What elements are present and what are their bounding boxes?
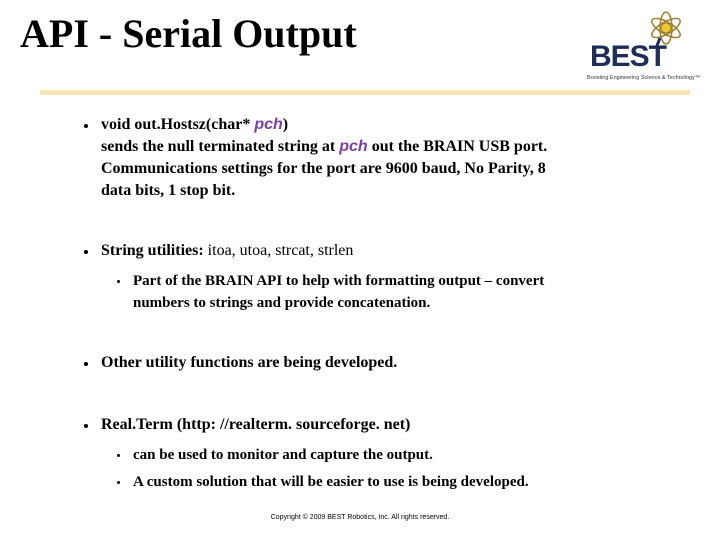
logo-tagline: Boosting Engineering Science & Technology™ xyxy=(587,75,701,81)
bullet-marker xyxy=(84,362,88,366)
slide-title: API - Serial Output xyxy=(20,11,357,56)
bullet-marker xyxy=(84,250,88,254)
sub-bullet-marker xyxy=(117,280,120,283)
sub-bullet-custom-solution: A custom solution that will be easier to use is being developed. xyxy=(133,474,529,490)
bullet-body-line: data bits, 1 stop bit. xyxy=(101,182,236,199)
sub-bullet-monitor: can be used to monitor and capture the output. xyxy=(133,447,433,463)
bullet-string-utilities: String utilities: itoa, utoa, strcat, strlen xyxy=(101,242,354,259)
bullet-other-utilities: Other utility functions are being developed. xyxy=(101,354,398,371)
bullet-realterm: Real.Term (http: //realterm. sourceforge. net) xyxy=(101,416,411,433)
bullet-outhostsz xyxy=(101,114,701,202)
bullet-marker xyxy=(84,124,88,128)
copyright-footer: Copyright © 2009 BEST Robotics, Inc. All rights reserved. xyxy=(270,514,450,521)
bullet-body-line: Communications settings for the port are 9600 baud, No Parity, 8 xyxy=(101,160,546,177)
title-underline xyxy=(40,90,690,95)
sub-bullet-brain-api: Part of the BRAIN API to help with formatting output – convert numbers to strings and provide concatenation. xyxy=(133,273,545,311)
logo-wordmark: BEST xyxy=(590,40,667,73)
param-pch: pch xyxy=(254,116,283,133)
bullet-body: sends the null terminated string at pch out the BRAIN USB port. xyxy=(101,138,548,155)
best-logo xyxy=(586,8,701,86)
bullet-heading: void out.Hostsz(char* pch) xyxy=(101,116,289,133)
param-pch: pch xyxy=(339,138,368,155)
sub-bullet-marker xyxy=(117,454,120,457)
bullet-marker xyxy=(84,424,88,428)
sub-bullet-marker xyxy=(117,481,120,484)
